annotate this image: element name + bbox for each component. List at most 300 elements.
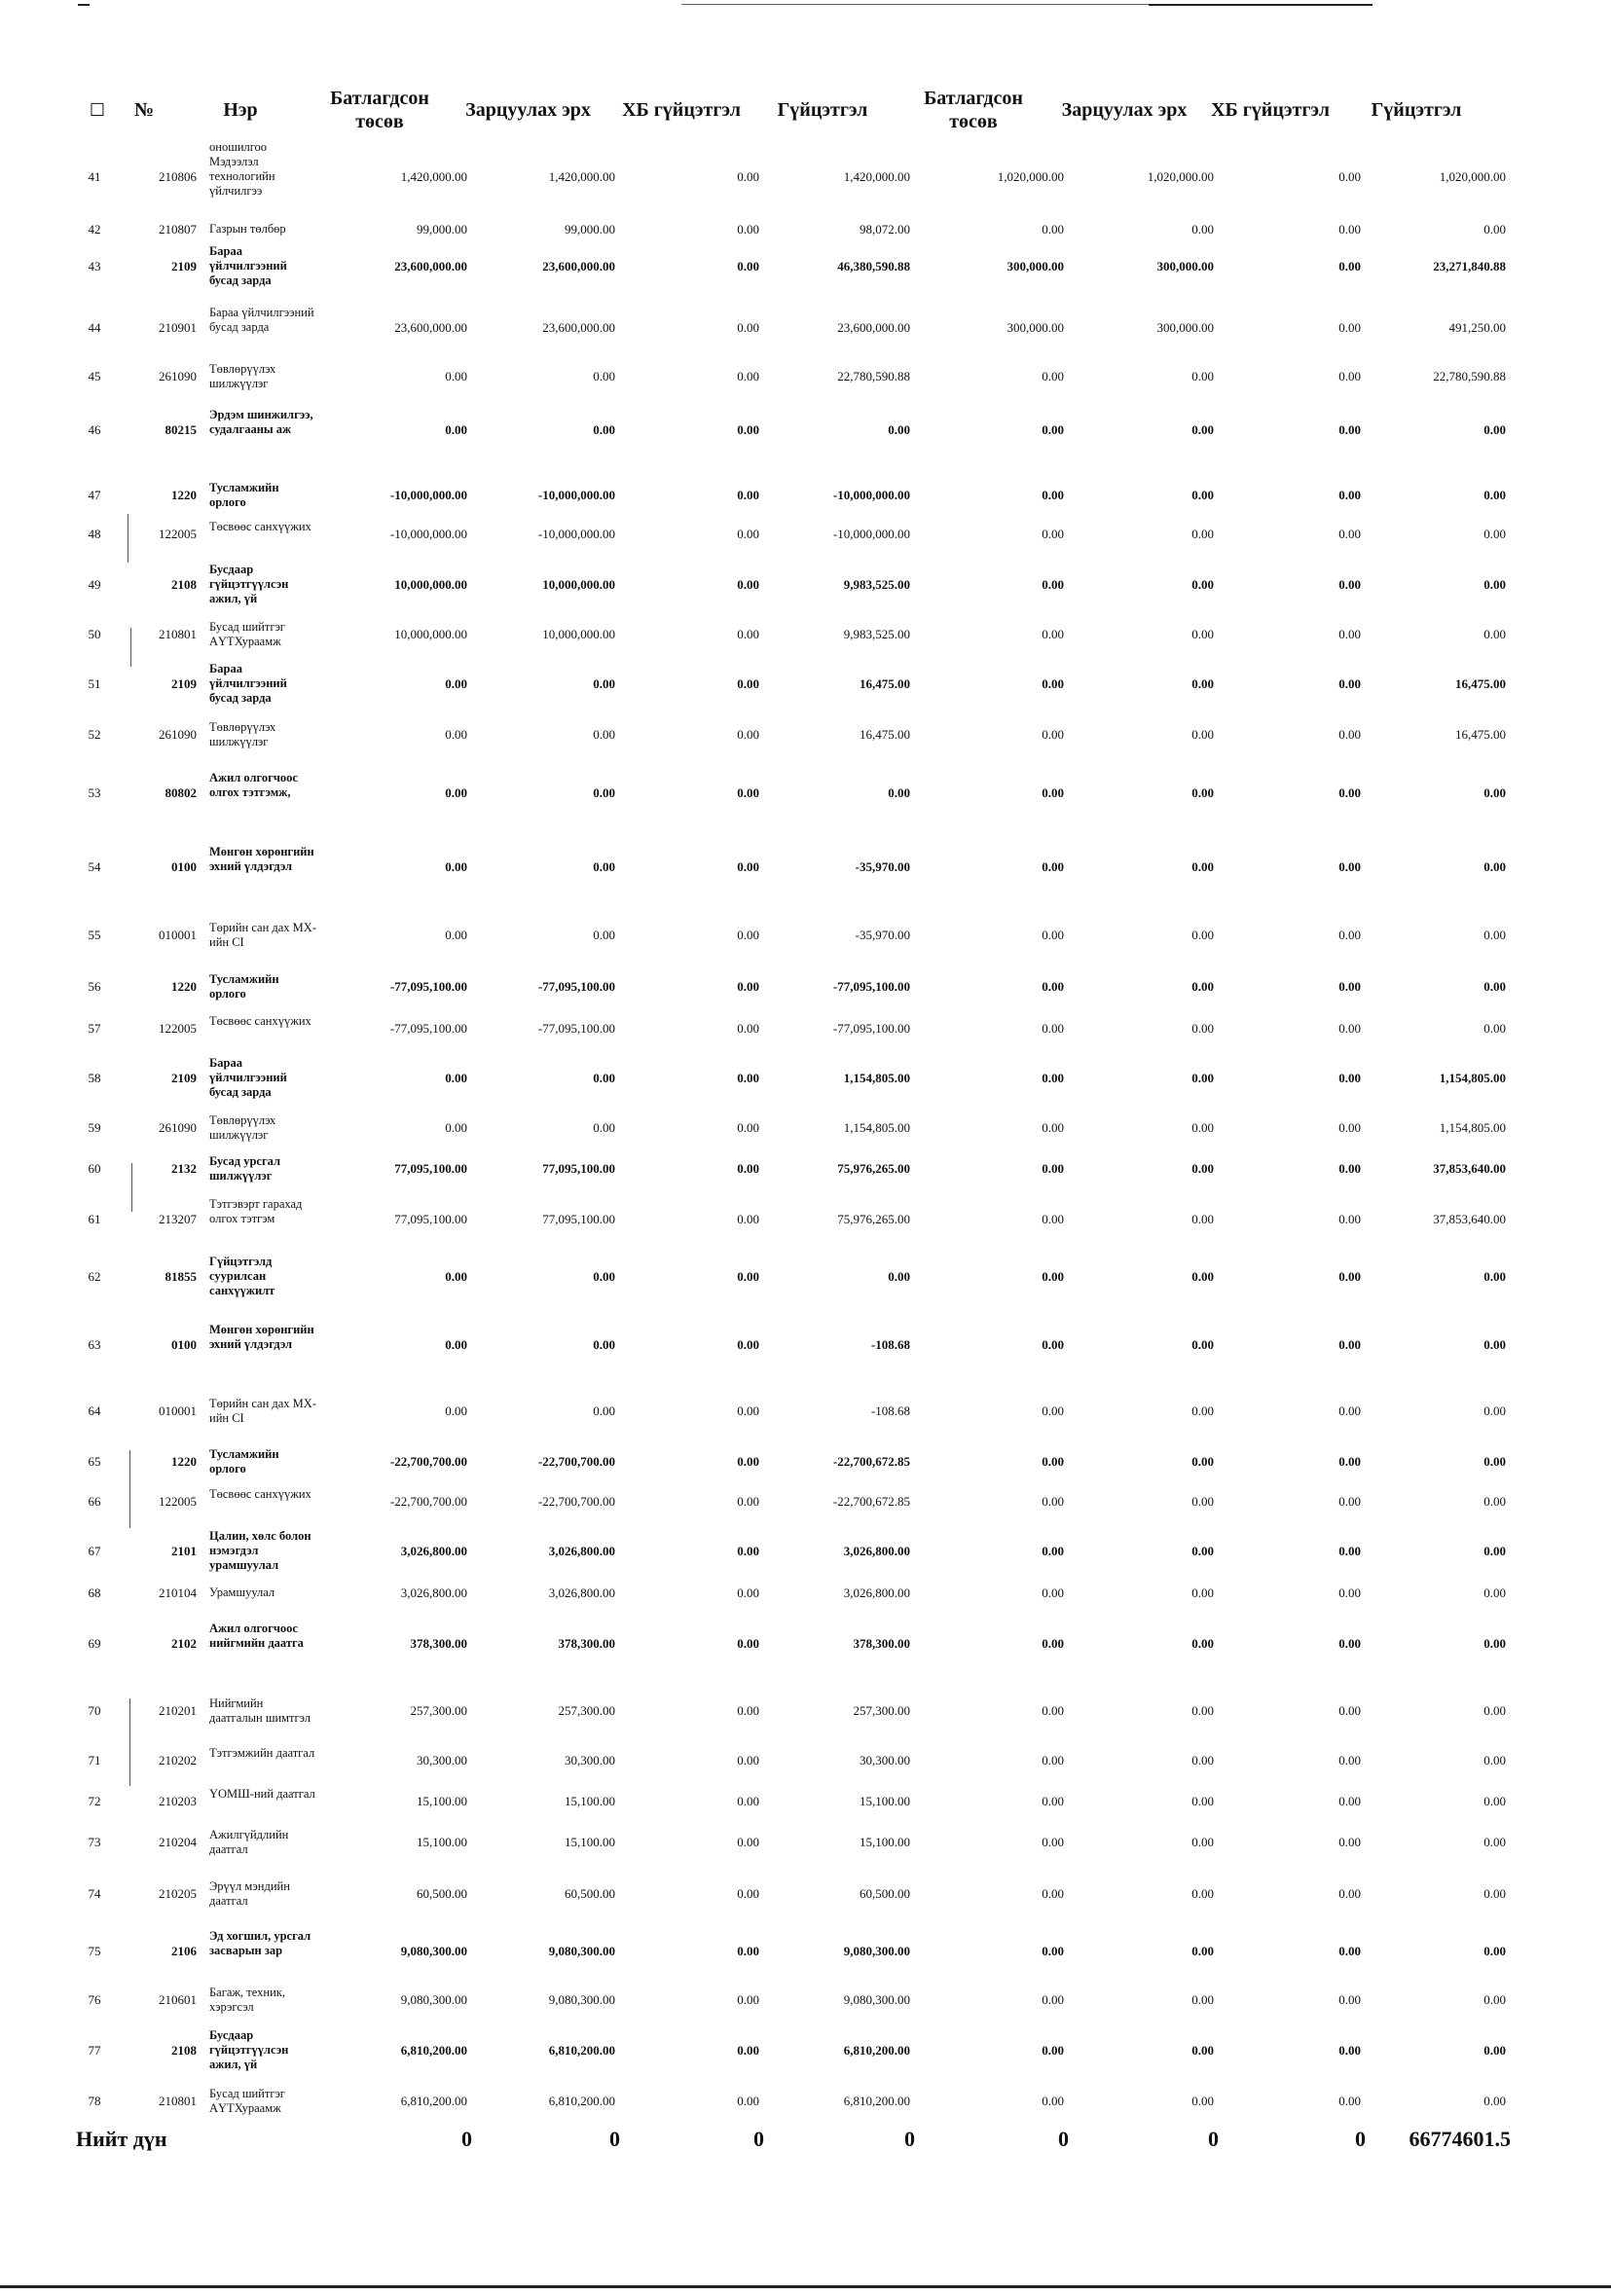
row-value: 0.00 bbox=[593, 928, 615, 942]
row-value: 0.00 bbox=[1483, 577, 1506, 592]
row-index: 69 bbox=[88, 1636, 101, 1651]
row-value: 0.00 bbox=[1191, 1835, 1214, 1849]
row-index: 42 bbox=[88, 222, 101, 237]
header-performance-1: Гүйцэтгэл bbox=[777, 99, 868, 121]
row-index: 60 bbox=[88, 1161, 101, 1176]
row-value: 0.00 bbox=[737, 1454, 759, 1469]
row-value: 0.00 bbox=[1338, 1835, 1361, 1849]
row-index: 67 bbox=[88, 1544, 101, 1558]
total-row bbox=[0, 2127, 1611, 2156]
row-value: -77,095,100.00 bbox=[832, 1021, 910, 1036]
row-code: 210801 bbox=[159, 627, 197, 641]
row-value: 0.00 bbox=[1483, 1494, 1506, 1509]
row-value: 23,600,000.00 bbox=[542, 259, 615, 273]
row-value: -108.68 bbox=[870, 1403, 910, 1418]
row-value: 15,100.00 bbox=[417, 1835, 467, 1849]
row-value: 77,095,100.00 bbox=[394, 1212, 467, 1226]
row-value: 16,475.00 bbox=[1455, 676, 1506, 691]
row-index: 47 bbox=[88, 488, 101, 502]
row-code: 80215 bbox=[165, 422, 197, 437]
row-value: 0.00 bbox=[1042, 1544, 1064, 1558]
row-value: 0.00 bbox=[737, 785, 759, 800]
row-code: 1220 bbox=[171, 979, 197, 994]
row-code: 2109 bbox=[171, 1071, 197, 1085]
row-name: Эрүүл мэндийн даатгал bbox=[209, 1878, 290, 1908]
row-value: 37,853,640.00 bbox=[1433, 1212, 1506, 1226]
row-value: 1,020,000.00 bbox=[1147, 169, 1214, 184]
row-value: 0.00 bbox=[1483, 488, 1506, 502]
row-value: 0.00 bbox=[1483, 1636, 1506, 1651]
row-value: 46,380,590.88 bbox=[837, 259, 910, 273]
row-value: -10,000,000.00 bbox=[389, 488, 467, 502]
row-value: 0.00 bbox=[1483, 1454, 1506, 1469]
row-value: 0.00 bbox=[1338, 320, 1361, 335]
row-index: 75 bbox=[88, 1944, 101, 1958]
row-value: 0.00 bbox=[1042, 2043, 1064, 2058]
row-value: 1,154,805.00 bbox=[1439, 1120, 1506, 1135]
row-name: Тусламжийн орлого bbox=[209, 971, 279, 1001]
row-index: 46 bbox=[88, 422, 101, 437]
row-value: 75,976,265.00 bbox=[837, 1212, 910, 1226]
row-value: 30,300.00 bbox=[860, 1753, 910, 1768]
row-value: 0.00 bbox=[1042, 1454, 1064, 1469]
row-index: 71 bbox=[88, 1753, 101, 1768]
scan-mark bbox=[129, 1698, 130, 1786]
row-value: 0.00 bbox=[1042, 1212, 1064, 1226]
row-value: 0.00 bbox=[737, 1161, 759, 1176]
row-value: 15,100.00 bbox=[417, 1794, 467, 1808]
row-value: 0.00 bbox=[737, 1703, 759, 1718]
row-value: 10,000,000.00 bbox=[394, 627, 467, 641]
row-value: 0.00 bbox=[1191, 1337, 1214, 1352]
row-value: 0.00 bbox=[1483, 2094, 1506, 2108]
row-value: 9,983,525.00 bbox=[843, 627, 910, 641]
row-value: 0.00 bbox=[1042, 676, 1064, 691]
row-index: 74 bbox=[88, 1886, 101, 1901]
row-code: 261090 bbox=[159, 1120, 197, 1135]
row-index: 66 bbox=[88, 1494, 101, 1509]
row-value: 0.00 bbox=[737, 369, 759, 383]
row-value: 0.00 bbox=[737, 422, 759, 437]
row-code: 122005 bbox=[159, 527, 197, 541]
row-value: 0.00 bbox=[445, 727, 467, 742]
row-index: 78 bbox=[88, 2094, 101, 2108]
row-value: 10,000,000.00 bbox=[394, 577, 467, 592]
row-value: 0.00 bbox=[1042, 1021, 1064, 1036]
row-value: 0.00 bbox=[1191, 1544, 1214, 1558]
row-value: -10,000,000.00 bbox=[832, 488, 910, 502]
row-value: -108.68 bbox=[870, 1337, 910, 1352]
row-value: 0.00 bbox=[445, 1120, 467, 1135]
row-code: 2102 bbox=[171, 1636, 197, 1651]
row-value: 0.00 bbox=[1483, 1337, 1506, 1352]
row-value: 0.00 bbox=[1191, 1120, 1214, 1135]
row-code: 210801 bbox=[159, 2094, 197, 2108]
row-value: -10,000,000.00 bbox=[832, 527, 910, 541]
row-index: 54 bbox=[88, 859, 101, 874]
header-spending-right-2: Зарцуулах эрх bbox=[1061, 99, 1188, 121]
row-value: 0.00 bbox=[737, 222, 759, 237]
row-value: 0.00 bbox=[1191, 1021, 1214, 1036]
row-value: 0.00 bbox=[1338, 1992, 1361, 2007]
row-code: 1220 bbox=[171, 488, 197, 502]
row-value: -22,700,672.85 bbox=[832, 1454, 910, 1469]
row-value: 3,026,800.00 bbox=[548, 1585, 615, 1600]
row-value: 9,080,300.00 bbox=[400, 1944, 467, 1958]
total-label: Нийт дүн bbox=[76, 2127, 167, 2151]
row-value: 6,810,200.00 bbox=[548, 2043, 615, 2058]
row-index: 44 bbox=[88, 320, 101, 335]
row-code: 2108 bbox=[171, 2043, 197, 2058]
row-value: 9,080,300.00 bbox=[548, 1992, 615, 2007]
row-name: Урамшуулал bbox=[209, 1585, 275, 1599]
row-value: 0.00 bbox=[445, 1071, 467, 1085]
row-value: 0.00 bbox=[1042, 627, 1064, 641]
row-value: 0.00 bbox=[1042, 222, 1064, 237]
row-value: 0.00 bbox=[1042, 859, 1064, 874]
bottom-scan-line bbox=[0, 2285, 1611, 2288]
row-value: 0.00 bbox=[1338, 1753, 1361, 1768]
row-value: 22,780,590.88 bbox=[1433, 369, 1506, 383]
row-value: 0.00 bbox=[1042, 1703, 1064, 1718]
row-code: 210204 bbox=[159, 1835, 197, 1849]
row-value: -22,700,672.85 bbox=[832, 1494, 910, 1509]
row-value: 0.00 bbox=[445, 1269, 467, 1284]
row-value: 77,095,100.00 bbox=[394, 1161, 467, 1176]
row-value: 16,475.00 bbox=[1455, 727, 1506, 742]
row-value: 0.00 bbox=[1338, 259, 1361, 273]
row-index: 72 bbox=[88, 1794, 101, 1808]
row-name: Ажил олгогчоос олгох тэтгэмж, bbox=[209, 771, 298, 799]
row-value: 1,154,805.00 bbox=[843, 1120, 910, 1135]
row-value: 0.00 bbox=[1042, 1337, 1064, 1352]
row-index: 64 bbox=[88, 1403, 101, 1418]
row-value: 0.00 bbox=[1338, 1021, 1361, 1036]
row-value: 0.00 bbox=[1483, 527, 1506, 541]
row-code: 210205 bbox=[159, 1886, 197, 1901]
row-value: 0.00 bbox=[737, 1071, 759, 1085]
header-spending-right-1: Зарцуулах эрх bbox=[465, 99, 591, 121]
row-value: 0.00 bbox=[593, 1337, 615, 1352]
row-value: 0.00 bbox=[737, 1212, 759, 1226]
row-name: Төвлөрүүлэх шилжүүлэг bbox=[209, 719, 276, 748]
row-code: 210203 bbox=[159, 1794, 197, 1808]
row-value: 0.00 bbox=[1191, 422, 1214, 437]
row-value: 0.00 bbox=[1338, 979, 1361, 994]
row-value: 491,250.00 bbox=[1448, 320, 1506, 335]
row-value: 30,300.00 bbox=[565, 1753, 615, 1768]
row-value: -22,700,700.00 bbox=[389, 1454, 467, 1469]
row-value: 0.00 bbox=[1191, 676, 1214, 691]
row-value: 0.00 bbox=[737, 577, 759, 592]
row-value: 300,000.00 bbox=[1156, 259, 1214, 273]
row-value: 0.00 bbox=[1338, 676, 1361, 691]
row-value: 37,853,640.00 bbox=[1433, 1161, 1506, 1176]
row-value: 0.00 bbox=[1042, 1494, 1064, 1509]
row-index: 57 bbox=[88, 1021, 101, 1036]
row-value: 378,300.00 bbox=[853, 1636, 910, 1651]
row-value: -10,000,000.00 bbox=[537, 488, 615, 502]
row-name: Бараа үйлчилгээний бусад зарда bbox=[209, 1056, 287, 1099]
row-code: 81855 bbox=[165, 1269, 197, 1284]
row-value: 3,026,800.00 bbox=[843, 1585, 910, 1600]
row-value: 0.00 bbox=[593, 1403, 615, 1418]
row-value: 10,000,000.00 bbox=[542, 577, 615, 592]
row-value: -10,000,000.00 bbox=[389, 527, 467, 541]
row-value: 0.00 bbox=[1338, 422, 1361, 437]
row-value: 257,300.00 bbox=[558, 1703, 615, 1718]
total-value: 0 bbox=[904, 2127, 915, 2151]
row-code: 010001 bbox=[159, 928, 197, 942]
row-value: -77,095,100.00 bbox=[537, 979, 615, 994]
row-value: 0.00 bbox=[1042, 1753, 1064, 1768]
scan-mark bbox=[130, 628, 131, 667]
header-performance-2: Гүйцэтгэл bbox=[1371, 99, 1462, 121]
row-value: 378,300.00 bbox=[558, 1636, 615, 1651]
row-name: Төвлөрүүлэх шилжүүлэг bbox=[209, 361, 276, 390]
row-value: -35,970.00 bbox=[855, 928, 910, 942]
row-value: 0.00 bbox=[1483, 1585, 1506, 1600]
row-value: 6,810,200.00 bbox=[843, 2043, 910, 2058]
row-value: 0.00 bbox=[1042, 369, 1064, 383]
row-value: 6,810,200.00 bbox=[843, 2094, 910, 2108]
row-value: 1,154,805.00 bbox=[843, 1071, 910, 1085]
row-value: 0.00 bbox=[1191, 1886, 1214, 1901]
row-value: 0.00 bbox=[1191, 2094, 1214, 2108]
row-value: 60,500.00 bbox=[565, 1886, 615, 1901]
row-value: 378,300.00 bbox=[410, 1636, 467, 1651]
row-value: -77,095,100.00 bbox=[537, 1021, 615, 1036]
row-name: Ажил олгогчоос нийгмийн даатга bbox=[209, 1622, 304, 1650]
row-value: 10,000,000.00 bbox=[542, 627, 615, 641]
row-index: 45 bbox=[88, 369, 101, 383]
row-index: 41 bbox=[88, 169, 101, 184]
row-value: 0.00 bbox=[1338, 577, 1361, 592]
row-value: 0.00 bbox=[737, 1886, 759, 1901]
row-value: 0.00 bbox=[1191, 859, 1214, 874]
row-value: 0.00 bbox=[1483, 1835, 1506, 1849]
row-value: 0.00 bbox=[1191, 1992, 1214, 2007]
row-value: 0.00 bbox=[737, 627, 759, 641]
row-name: Гүйцэтгэлд суурилсан санхүүжилт bbox=[209, 1255, 275, 1297]
total-value: 0 bbox=[1058, 2127, 1069, 2151]
row-value: 0.00 bbox=[1191, 1269, 1214, 1284]
row-value: 0.00 bbox=[593, 422, 615, 437]
row-code: 210807 bbox=[159, 222, 197, 237]
row-value: 0.00 bbox=[1483, 1944, 1506, 1958]
row-value: 0.00 bbox=[1338, 1120, 1361, 1135]
row-value: 9,080,300.00 bbox=[843, 1992, 910, 2007]
row-value: 15,100.00 bbox=[860, 1794, 910, 1808]
row-value: 1,154,805.00 bbox=[1439, 1071, 1506, 1085]
row-index: 43 bbox=[88, 259, 101, 273]
row-name: Бусад шийтгэг АҮТХураамж bbox=[209, 2086, 285, 2115]
row-value: 3,026,800.00 bbox=[548, 1544, 615, 1558]
row-name: Төсвөөс санхүүжих bbox=[209, 1486, 311, 1501]
row-index: 53 bbox=[88, 785, 101, 800]
row-value: 0.00 bbox=[1191, 1454, 1214, 1469]
row-value: 0.00 bbox=[1338, 1703, 1361, 1718]
row-value: 0.00 bbox=[1042, 1944, 1064, 1958]
row-index: 76 bbox=[88, 1992, 101, 2007]
row-value: 0.00 bbox=[1042, 1835, 1064, 1849]
row-value: 0.00 bbox=[737, 1269, 759, 1284]
row-code: 2109 bbox=[171, 259, 197, 273]
row-value: 60,500.00 bbox=[417, 1886, 467, 1901]
row-value: 0.00 bbox=[593, 369, 615, 383]
row-value: 0.00 bbox=[737, 1794, 759, 1808]
row-value: 15,100.00 bbox=[565, 1794, 615, 1808]
row-value: 0.00 bbox=[1338, 727, 1361, 742]
row-code: 2101 bbox=[171, 1544, 197, 1558]
row-value: -77,095,100.00 bbox=[389, 1021, 467, 1036]
row-value: 15,100.00 bbox=[860, 1835, 910, 1849]
total-value: 0 bbox=[1208, 2127, 1219, 2151]
row-value: -22,700,700.00 bbox=[537, 1494, 615, 1509]
row-value: 0.00 bbox=[593, 1120, 615, 1135]
row-value: 0.00 bbox=[1191, 1585, 1214, 1600]
row-index: 70 bbox=[88, 1703, 101, 1718]
row-name: Тусламжийн орлого bbox=[209, 480, 279, 509]
row-value: 0.00 bbox=[1191, 928, 1214, 942]
row-code: 0100 bbox=[171, 1337, 197, 1352]
row-value: 0.00 bbox=[593, 676, 615, 691]
row-value: 0.00 bbox=[1191, 1494, 1214, 1509]
row-code: 213207 bbox=[159, 1212, 197, 1226]
row-value: 0.00 bbox=[1338, 1269, 1361, 1284]
row-value: 0.00 bbox=[1191, 1636, 1214, 1651]
row-value: 0.00 bbox=[737, 169, 759, 184]
row-value: 0.00 bbox=[1338, 859, 1361, 874]
row-value: 300,000.00 bbox=[1156, 320, 1214, 335]
header-no: № bbox=[133, 99, 155, 121]
scan-mark bbox=[131, 1163, 132, 1212]
row-value: 0.00 bbox=[737, 979, 759, 994]
row-index: 51 bbox=[88, 676, 101, 691]
row-value: 0.00 bbox=[737, 1753, 759, 1768]
row-value: 0.00 bbox=[593, 727, 615, 742]
row-value: 0.00 bbox=[445, 676, 467, 691]
total-value: 0 bbox=[1355, 2127, 1366, 2151]
row-value: 1,420,000.00 bbox=[400, 169, 467, 184]
row-name: Төсвөөс санхүүжих bbox=[209, 1013, 311, 1028]
row-value: -77,095,100.00 bbox=[832, 979, 910, 994]
row-name: Бусад шийтгэг АҮТХураамж bbox=[209, 619, 285, 648]
row-code: 010001 bbox=[159, 1403, 197, 1418]
row-value: 99,000.00 bbox=[565, 222, 615, 237]
row-value: 30,300.00 bbox=[417, 1753, 467, 1768]
total-value: 0 bbox=[461, 2127, 472, 2151]
row-value: 23,600,000.00 bbox=[837, 320, 910, 335]
row-value: 0.00 bbox=[1338, 1544, 1361, 1558]
row-value: 0.00 bbox=[1338, 2043, 1361, 2058]
row-value: 23,600,000.00 bbox=[542, 320, 615, 335]
row-value: 0.00 bbox=[737, 2094, 759, 2108]
row-value: 0.00 bbox=[737, 2043, 759, 2058]
row-name: Эд хогшил, урсгал засварын зар bbox=[209, 1929, 311, 1957]
row-value: 0.00 bbox=[1338, 1794, 1361, 1808]
row-name: Бараа үйлчилгээний бусад зарда bbox=[209, 662, 287, 705]
row-value: 0.00 bbox=[445, 785, 467, 800]
row-value: 0.00 bbox=[737, 859, 759, 874]
row-value: 0.00 bbox=[1338, 222, 1361, 237]
row-value: 0.00 bbox=[1042, 527, 1064, 541]
row-value: 0.00 bbox=[1483, 1269, 1506, 1284]
row-code: 210104 bbox=[159, 1585, 197, 1600]
row-value: 0.00 bbox=[1338, 1071, 1361, 1085]
row-name: Төрийн сан дах МХ-ийн СI bbox=[209, 920, 316, 949]
row-value: 0.00 bbox=[1042, 1794, 1064, 1808]
row-value: 1,020,000.00 bbox=[997, 169, 1064, 184]
total-value: 66774601.5 bbox=[1409, 2127, 1511, 2151]
row-value: 0.00 bbox=[737, 527, 759, 541]
row-value: 0.00 bbox=[1191, 369, 1214, 383]
row-index: 48 bbox=[88, 527, 101, 541]
row-name: Бусад урсгал шилжүүлэг bbox=[209, 1153, 281, 1183]
row-value: 0.00 bbox=[593, 785, 615, 800]
row-value: 22,780,590.88 bbox=[837, 369, 910, 383]
row-value: 0.00 bbox=[1191, 1753, 1214, 1768]
row-value: 0.00 bbox=[1042, 422, 1064, 437]
header-approved-budget-1: Батлагдсон төсөв bbox=[330, 88, 429, 132]
row-value: 0.00 bbox=[1483, 859, 1506, 874]
row-value: 0.00 bbox=[737, 1494, 759, 1509]
row-value: 6,810,200.00 bbox=[548, 2094, 615, 2108]
row-index: 61 bbox=[88, 1212, 101, 1226]
row-value: 0.00 bbox=[737, 1636, 759, 1651]
row-value: 0.00 bbox=[737, 1585, 759, 1600]
row-value: 0.00 bbox=[1191, 527, 1214, 541]
header-name: Нэр bbox=[223, 99, 258, 121]
row-index: 52 bbox=[88, 727, 101, 742]
row-name: Мөнгөн хөрөнгийн эхний үлдэгдэл bbox=[209, 845, 314, 873]
row-value: 0.00 bbox=[1191, 1161, 1214, 1176]
row-value: 0.00 bbox=[1338, 527, 1361, 541]
row-value: 0.00 bbox=[1042, 979, 1064, 994]
select-all-checkbox[interactable]: ☐ bbox=[89, 100, 106, 120]
row-value: 0.00 bbox=[1338, 1585, 1361, 1600]
row-value: 0.00 bbox=[445, 1403, 467, 1418]
row-index: 50 bbox=[88, 627, 101, 641]
row-value: 98,072.00 bbox=[860, 222, 910, 237]
row-value: 0.00 bbox=[1042, 1992, 1064, 2007]
row-value: 0.00 bbox=[1338, 488, 1361, 502]
row-value: 0.00 bbox=[1483, 1021, 1506, 1036]
row-index: 77 bbox=[88, 2043, 101, 2058]
row-value: 0.00 bbox=[1338, 2094, 1361, 2108]
row-value: 257,300.00 bbox=[853, 1703, 910, 1718]
row-value: 0.00 bbox=[1042, 1120, 1064, 1135]
row-value: 0.00 bbox=[1042, 1886, 1064, 1901]
row-value: -35,970.00 bbox=[855, 859, 910, 874]
row-value: 0.00 bbox=[737, 320, 759, 335]
row-value: 0.00 bbox=[1338, 1636, 1361, 1651]
row-value: 0.00 bbox=[1483, 928, 1506, 942]
row-value: 0.00 bbox=[737, 1944, 759, 1958]
row-value: 0.00 bbox=[1191, 627, 1214, 641]
row-name: Бараа үйлчилгээний бусад зарда bbox=[209, 244, 287, 287]
row-value: 0.00 bbox=[593, 1269, 615, 1284]
row-code: 210601 bbox=[159, 1992, 197, 2007]
row-value: 9,983,525.00 bbox=[843, 577, 910, 592]
row-value: 75,976,265.00 bbox=[837, 1161, 910, 1176]
row-value: 0.00 bbox=[445, 928, 467, 942]
row-value: 0.00 bbox=[737, 1021, 759, 1036]
row-value: 0.00 bbox=[1338, 1494, 1361, 1509]
row-value: 0.00 bbox=[1042, 727, 1064, 742]
row-value: 23,600,000.00 bbox=[394, 320, 467, 335]
row-code: 210806 bbox=[159, 169, 197, 184]
